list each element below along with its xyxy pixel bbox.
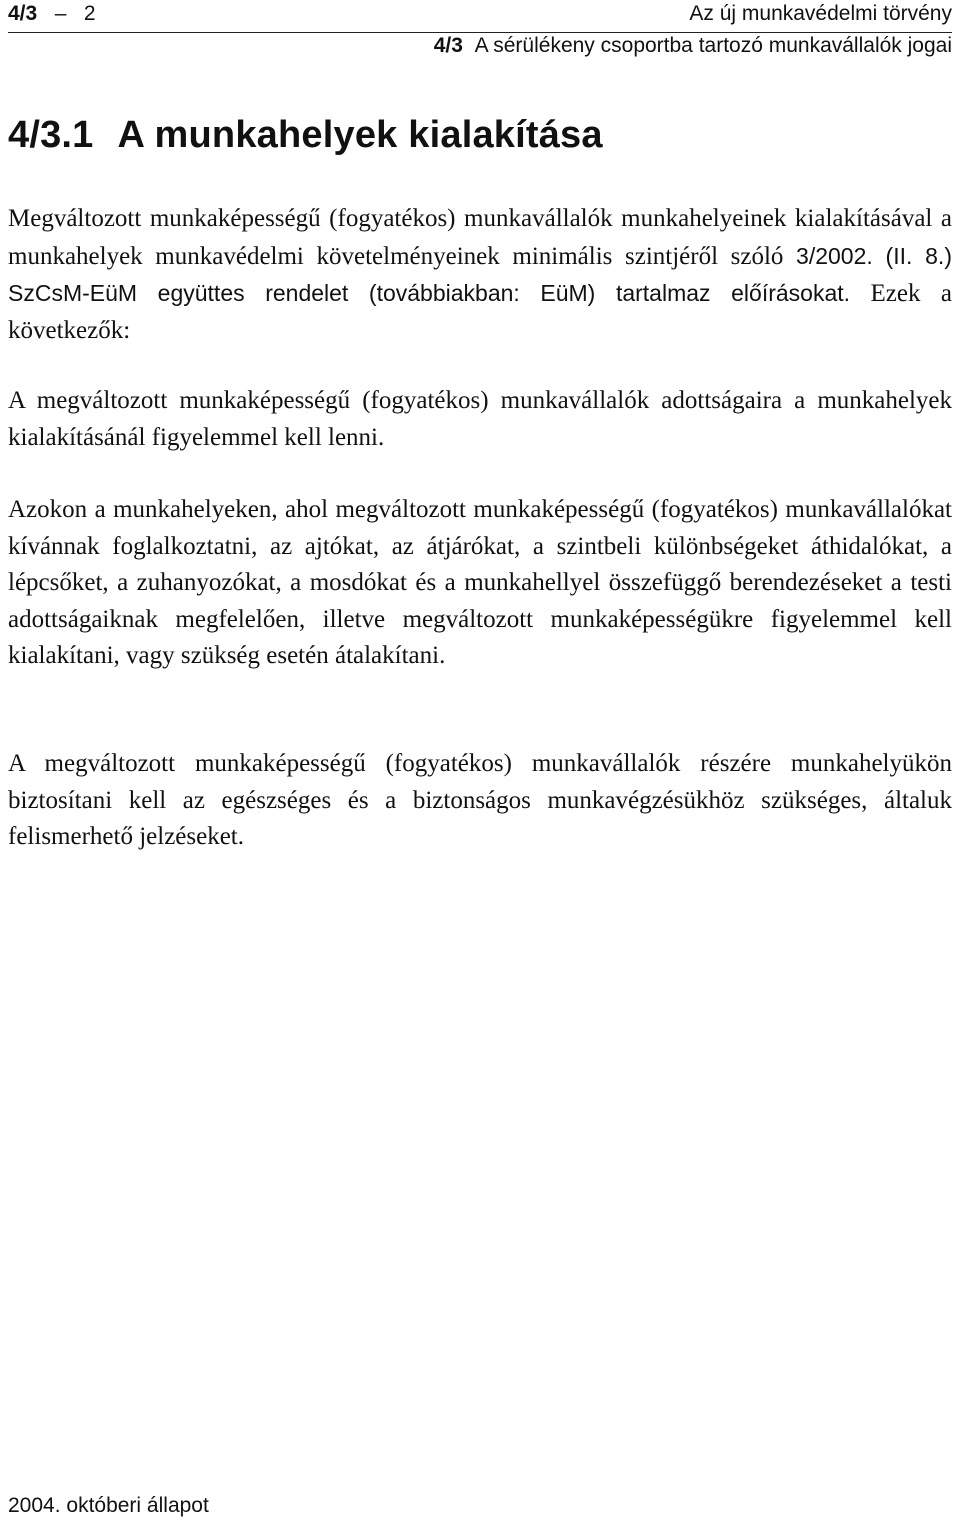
paragraph-intro bbox=[8, 201, 952, 349]
regulation-reference: 3/2002. (II. 8.) SzCsM-EüM együttes rendelet (továbbiakban: EüM) tartalmaz előírásokat. bbox=[8, 242, 952, 306]
paragraph-signals: A megváltozott munkaképességű (fogyatékos) munkavállalók részére munkahelyükön biztosítani kell az egészséges és a biztonságos munkavégzésükhöz szükséges, általuk felismerhető jelzéseket. bbox=[8, 750, 952, 850]
sub-chapter-number: 4/3 bbox=[433, 34, 463, 57]
section-title: A munkahelyek kialakítása bbox=[117, 114, 603, 156]
section-number: 4/3.1 bbox=[8, 114, 94, 156]
page-number: 2 bbox=[83, 2, 96, 25]
footer-status: 2004. októberi állapot bbox=[8, 1494, 209, 1517]
paragraph-intro-tail: Ezek a következők: bbox=[8, 280, 953, 344]
page-number-label bbox=[8, 2, 96, 26]
sub-chapter-title: A sérülékeny csoportba tartozó munkavállalók jogai bbox=[474, 34, 952, 57]
section-heading bbox=[8, 114, 603, 157]
paragraph-adaptation: A megváltozott munkaképességű (fogyatékos) munkavállalók adottságaira a munkahelyek kialakításánál figyelemmel kell lenni. bbox=[8, 387, 952, 451]
book-title: Az új munkavédelmi törvény bbox=[689, 2, 952, 25]
paragraph-intro-text: Megváltozott munkaképességű (fogyatékos) munkavállalók munkahelyeinek kialakításával a munkahelyek munkavédelmi követelményeinek minimális szintjéről szóló bbox=[8, 205, 952, 270]
page-header bbox=[8, 0, 952, 33]
chapter-label: 4/3 bbox=[8, 2, 38, 25]
paragraph-workplaces: Azokon a munkahelyeken, ahol megváltozott munkaképességű (fogyatékos) munkavállalókat kívánnak foglalkoztatni, az ajtókat, az átjárókat, a szintbeli különbségeket áthidalókat, a lépcsőket, a zuhanyozókat, a mosdókat és a munkahellyel összefüggő berendezéseket a testi adottságaiknak megfelelően, illetve megváltozott munkaképességükre figyelemmel kell kialakítani, vagy szükség esetén átalakítani. bbox=[8, 496, 952, 669]
page-dash: – bbox=[54, 2, 67, 25]
running-subheader bbox=[434, 34, 952, 58]
